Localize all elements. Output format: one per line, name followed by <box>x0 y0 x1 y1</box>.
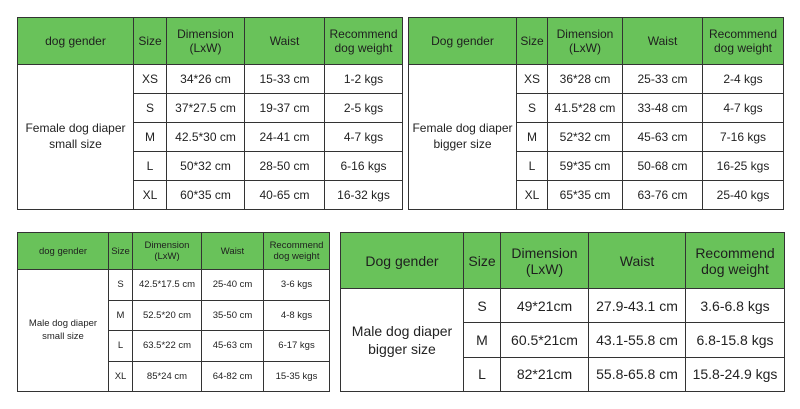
waist-cell: 19-37 cm <box>245 94 325 123</box>
header-recommend-weight: Recommend dog weight <box>325 18 403 65</box>
header-size: Size <box>517 18 548 65</box>
waist-cell: 55.8-65.8 cm <box>589 357 686 391</box>
size-cell: L <box>109 331 133 362</box>
dimension-cell: 85*24 cm <box>133 361 202 392</box>
size-cell: S <box>464 289 501 323</box>
male-small-size-table <box>17 232 330 392</box>
size-cell: XS <box>517 65 548 94</box>
header-dog-gender: Dog gender <box>409 18 517 65</box>
weight-cell: 16-32 kgs <box>325 181 403 210</box>
female-small-size-table <box>17 17 403 210</box>
header-row <box>409 18 784 65</box>
table-row <box>18 270 330 301</box>
dimension-cell: 52*32 cm <box>548 123 623 152</box>
size-cell: M <box>517 123 548 152</box>
dimension-cell: 60*35 cm <box>167 181 245 210</box>
weight-cell: 6-16 kgs <box>325 152 403 181</box>
size-cell: M <box>464 323 501 357</box>
weight-cell: 6.8-15.8 kgs <box>686 323 785 357</box>
dimension-cell: 60.5*21cm <box>501 323 589 357</box>
weight-cell: 3-6 kgs <box>264 270 330 301</box>
header-size: Size <box>464 233 501 289</box>
header-dog-gender: Dog gender <box>341 233 464 289</box>
size-cell: L <box>464 357 501 391</box>
gender-cell: Male dog diaper small size <box>18 270 109 392</box>
weight-cell: 4-7 kgs <box>703 94 784 123</box>
size-cell: XL <box>109 361 133 392</box>
size-cell: S <box>134 94 167 123</box>
header-waist: Waist <box>589 233 686 289</box>
weight-cell: 25-40 kgs <box>703 181 784 210</box>
size-cell: M <box>134 123 167 152</box>
waist-cell: 25-40 cm <box>202 270 264 301</box>
header-size: Size <box>109 233 133 270</box>
weight-cell: 4-7 kgs <box>325 123 403 152</box>
weight-cell: 7-16 kgs <box>703 123 784 152</box>
waist-cell: 45-63 cm <box>202 331 264 362</box>
waist-cell: 27.9-43.1 cm <box>589 289 686 323</box>
waist-cell: 15-33 cm <box>245 65 325 94</box>
weight-cell: 3.6-6.8 kgs <box>686 289 785 323</box>
dimension-cell: 59*35 cm <box>548 152 623 181</box>
dimension-cell: 65*35 cm <box>548 181 623 210</box>
table-row <box>341 289 785 323</box>
dimension-cell: 50*32 cm <box>167 152 245 181</box>
header-dimension: Dimension (LxW) <box>167 18 245 65</box>
dimension-cell: 37*27.5 cm <box>167 94 245 123</box>
header-recommend-weight: Recommend dog weight <box>686 233 785 289</box>
dimension-cell: 63.5*22 cm <box>133 331 202 362</box>
size-cell: S <box>517 94 548 123</box>
header-recommend-weight: Recommend dog weight <box>703 18 784 65</box>
header-dimension: Dimension (LxW) <box>133 233 202 270</box>
waist-cell: 24-41 cm <box>245 123 325 152</box>
waist-cell: 50-68 cm <box>623 152 703 181</box>
dimension-cell: 82*21cm <box>501 357 589 391</box>
waist-cell: 43.1-55.8 cm <box>589 323 686 357</box>
header-dimension: Dimension (LxW) <box>548 18 623 65</box>
header-size: Size <box>134 18 167 65</box>
header-dog-gender: dog gender <box>18 18 134 65</box>
header-waist: Waist <box>245 18 325 65</box>
size-cell: M <box>109 300 133 331</box>
header-row <box>341 233 785 289</box>
dimension-cell: 42.5*30 cm <box>167 123 245 152</box>
waist-cell: 33-48 cm <box>623 94 703 123</box>
weight-cell: 6-17 kgs <box>264 331 330 362</box>
weight-cell: 16-25 kgs <box>703 152 784 181</box>
table-row <box>18 65 403 94</box>
dimension-cell: 49*21cm <box>501 289 589 323</box>
dimension-cell: 42.5*17.5 cm <box>133 270 202 301</box>
header-row <box>18 233 330 270</box>
dimension-cell: 34*26 cm <box>167 65 245 94</box>
waist-cell: 64-82 cm <box>202 361 264 392</box>
gender-cell: Male dog diaper bigger size <box>341 289 464 392</box>
gender-cell: Female dog diaper small size <box>18 65 134 210</box>
waist-cell: 28-50 cm <box>245 152 325 181</box>
weight-cell: 2-5 kgs <box>325 94 403 123</box>
header-recommend-weight: Recommend dog weight <box>264 233 330 270</box>
dimension-cell: 41.5*28 cm <box>548 94 623 123</box>
size-cell: XL <box>134 181 167 210</box>
weight-cell: 2-4 kgs <box>703 65 784 94</box>
weight-cell: 15.8-24.9 kgs <box>686 357 785 391</box>
header-row <box>18 18 403 65</box>
size-cell: S <box>109 270 133 301</box>
header-waist: Waist <box>202 233 264 270</box>
waist-cell: 45-63 cm <box>623 123 703 152</box>
female-bigger-size-table <box>408 17 784 210</box>
waist-cell: 63-76 cm <box>623 181 703 210</box>
table-row <box>409 65 784 94</box>
waist-cell: 40-65 cm <box>245 181 325 210</box>
waist-cell: 35-50 cm <box>202 300 264 331</box>
dimension-cell: 52.5*20 cm <box>133 300 202 331</box>
size-cell: L <box>134 152 167 181</box>
size-cell: XL <box>517 181 548 210</box>
header-dimension: Dimension (LxW) <box>501 233 589 289</box>
male-bigger-size-table <box>340 232 785 392</box>
weight-cell: 1-2 kgs <box>325 65 403 94</box>
weight-cell: 15-35 kgs <box>264 361 330 392</box>
size-cell: XS <box>134 65 167 94</box>
weight-cell: 4-8 kgs <box>264 300 330 331</box>
gender-cell: Female dog diaper bigger size <box>409 65 517 210</box>
dimension-cell: 36*28 cm <box>548 65 623 94</box>
size-cell: L <box>517 152 548 181</box>
header-dog-gender: dog gender <box>18 233 109 270</box>
header-waist: Waist <box>623 18 703 65</box>
waist-cell: 25-33 cm <box>623 65 703 94</box>
